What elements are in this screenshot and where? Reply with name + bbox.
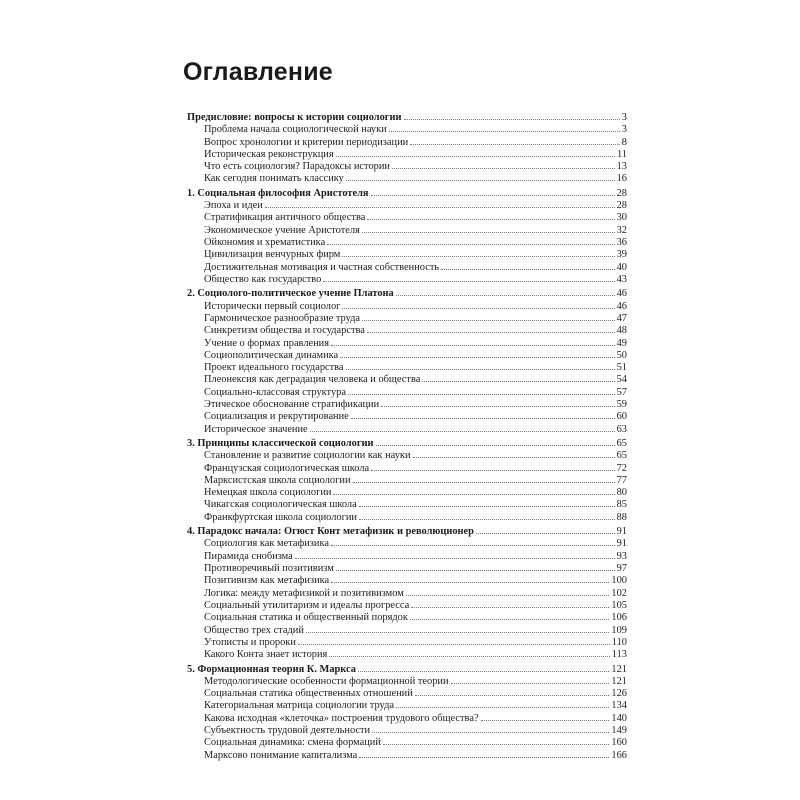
dot-leader: [371, 461, 615, 471]
dot-leader: [295, 549, 615, 559]
page-title: Оглавление: [183, 58, 333, 86]
dot-leader: [413, 448, 615, 458]
chapter-title: 1. Социальная философия Аристотеля: [187, 187, 369, 199]
chapter-title: 5. Формационная теория К. Маркса: [187, 663, 356, 675]
section-title: Цивилизация венчурных фирм: [204, 249, 341, 261]
section-title: Социализация и рекрутирование: [204, 411, 349, 423]
page-number: 65: [616, 438, 627, 449]
page-number: 140: [611, 712, 627, 724]
toc-section-entry: [187, 698, 627, 710]
page-number: 160: [611, 737, 627, 749]
section-title: Становление и развитие социологии как науки: [204, 450, 411, 462]
section-title: Гармоническое разнообразие труда: [204, 312, 361, 324]
dot-leader: [359, 748, 609, 758]
page-number: 97: [616, 563, 627, 575]
dot-leader: [396, 286, 615, 296]
toc-section-entry: [187, 536, 627, 548]
page-number: 91: [616, 538, 627, 550]
page-number: 32: [616, 224, 627, 236]
chapter-title: 3. Принципы классической социологии: [187, 438, 374, 449]
chapter-title: 2. Социолого-политическое учение Платона: [187, 288, 394, 300]
section-title: Чикагская социологическая школа: [204, 499, 357, 511]
toc-section-entry: [187, 397, 627, 409]
page-number: 48: [616, 325, 627, 337]
page-number: 28: [616, 200, 627, 212]
section-title: Стратификация античного общества: [204, 212, 366, 224]
section-title: Социальная динамика: смена формаций: [204, 737, 381, 749]
toc-chapter-entry: [187, 286, 627, 298]
toc-section-entry: [187, 135, 627, 147]
page-number: 113: [611, 649, 627, 661]
toc-section-entry: [187, 235, 627, 247]
page-number: 40: [616, 261, 627, 273]
toc-section-entry: [187, 348, 627, 360]
page-number: 54: [616, 374, 627, 386]
section-title: Проблема начала социологической науки: [204, 124, 387, 136]
dot-leader: [346, 171, 615, 181]
toc-section-entry: [187, 422, 627, 434]
page-number: 102: [611, 587, 627, 599]
page-number: 28: [616, 187, 627, 199]
toc-section-entry: [187, 461, 627, 473]
page-number: 166: [611, 749, 627, 761]
section-title: Методологические особенности формационной теории: [204, 675, 449, 687]
toc-section-entry: [187, 247, 627, 259]
toc-section-entry: [187, 385, 627, 397]
page-number: 57: [616, 386, 627, 398]
dot-leader: [336, 147, 615, 157]
section-title: Французская социологическая школа: [204, 462, 370, 474]
toc-section-entry: [187, 598, 627, 610]
page-number: 13: [616, 161, 627, 173]
page-number: 43: [616, 273, 627, 285]
section-title: Проект идеального государства: [204, 362, 344, 374]
section-title: Достижительная мотивация и частная собственность: [204, 261, 440, 273]
toc-section-entry: [187, 260, 627, 272]
toc-section-entry: [187, 448, 627, 460]
section-title: Как сегодня понимать классику: [204, 173, 344, 185]
toc-section-entry: [187, 372, 627, 384]
section-title: Вопрос хронологии и критерии периодизации: [204, 136, 409, 148]
toc-section-entry: [187, 686, 627, 698]
dot-leader: [323, 272, 614, 282]
dot-leader: [298, 635, 610, 645]
toc-section-entry: [187, 159, 627, 171]
section-title: Исторически первый социолог: [204, 300, 341, 312]
section-title: Историческая реконструкция: [204, 148, 334, 160]
dot-leader: [422, 372, 614, 382]
section-title: Социальная статика общественных отношений: [204, 688, 413, 700]
section-title: Социальный утилитаризм и идеалы прогресса: [204, 599, 410, 611]
dot-leader: [481, 711, 610, 721]
section-title: Экономическое учение Аристотеля: [204, 224, 360, 236]
dot-leader: [265, 198, 615, 208]
toc-chapter-entry: [187, 110, 627, 122]
toc-section-entry: [187, 299, 627, 311]
dot-leader: [348, 385, 615, 395]
chapter-title: 4. Парадокс начала: Огюст Конт метафизик и революционер: [187, 526, 474, 538]
section-title: Франкфуртская школа социологии: [204, 511, 357, 523]
toc-section-entry: [187, 748, 627, 760]
page-number: 121: [611, 663, 627, 675]
table-of-contents: [187, 110, 627, 760]
section-title: Общество как государство: [204, 273, 322, 285]
toc-chapter-entry: [187, 662, 627, 674]
section-title: Социальная статика и общественный порядок: [204, 612, 408, 624]
section-title: Социология как метафизика: [204, 538, 329, 550]
section-title: Синкретизм общества и государства: [204, 325, 365, 337]
toc-section-entry: [187, 674, 627, 686]
toc-section-entry: [187, 360, 627, 372]
dot-leader: [410, 135, 620, 145]
dot-leader: [392, 159, 615, 169]
toc-section-entry: [187, 510, 627, 522]
page-number: 72: [616, 462, 627, 474]
dot-leader: [415, 686, 610, 696]
section-title: Ойкономия и хрематистика: [204, 237, 326, 249]
toc-section-entry: [187, 711, 627, 723]
page-number: 110: [611, 636, 627, 648]
toc-section-entry: [187, 735, 627, 747]
section-title: Марксово понимание капитализма: [204, 749, 358, 761]
dot-leader: [351, 409, 615, 419]
toc-section-entry: [187, 473, 627, 485]
section-title: Этическое обоснование стратификации: [204, 399, 380, 411]
page-number: 100: [611, 575, 627, 587]
toc-section-entry: [187, 561, 627, 573]
toc-section-entry: [187, 122, 627, 134]
toc-section-entry: [187, 311, 627, 323]
dot-leader: [371, 186, 615, 196]
toc-section-entry: [187, 610, 627, 622]
dot-leader: [359, 497, 615, 507]
dot-leader: [331, 536, 615, 546]
page-number: 105: [611, 599, 627, 611]
dot-leader: [331, 336, 615, 346]
dot-leader: [367, 210, 614, 220]
dot-leader: [389, 122, 620, 132]
dot-leader: [376, 436, 615, 446]
dot-leader: [476, 524, 615, 534]
section-title: Категориальная матрица социологии труда: [204, 700, 394, 712]
section-title: Социально-классовая структура: [204, 386, 346, 398]
section-title: Логика: между метафизикой и позитивизмом: [204, 587, 404, 599]
page-number: 36: [616, 237, 627, 249]
toc-section-entry: [187, 210, 627, 222]
dot-leader: [362, 223, 615, 233]
dot-leader: [441, 260, 615, 270]
page-number: 134: [611, 700, 627, 712]
page-number: 49: [616, 337, 627, 349]
dot-leader: [451, 674, 610, 684]
toc-section-entry: [187, 497, 627, 509]
toc-chapter-entry: [187, 186, 627, 198]
toc-section-entry: [187, 323, 627, 335]
page-number: 121: [611, 675, 627, 687]
dot-leader: [410, 610, 610, 620]
page-number: 3: [621, 112, 627, 123]
dot-leader: [329, 647, 610, 657]
dot-leader: [342, 247, 614, 257]
page-number: 39: [616, 249, 627, 261]
toc-section-entry: [187, 223, 627, 235]
toc-section-entry: [187, 409, 627, 421]
section-title: Эпоха и идеи: [204, 200, 263, 212]
page-number: 47: [616, 312, 627, 324]
section-title: Социополитическая динамика: [204, 349, 339, 361]
dot-leader: [358, 662, 609, 672]
toc-section-entry: [187, 485, 627, 497]
toc-section-entry: [187, 336, 627, 348]
toc-chapter-entry: [187, 524, 627, 536]
page-number: 109: [611, 624, 627, 636]
page-number: 80: [616, 487, 627, 499]
toc-section-entry: [187, 147, 627, 159]
dot-leader: [359, 510, 615, 520]
dot-leader: [331, 573, 609, 583]
page-number: 85: [616, 499, 627, 511]
dot-leader: [333, 485, 614, 495]
page-number: 149: [611, 725, 627, 737]
dot-leader: [367, 323, 615, 333]
toc-section-entry: [187, 635, 627, 647]
dot-leader: [340, 348, 614, 358]
toc-section-entry: [187, 647, 627, 659]
page-number: 46: [616, 300, 627, 312]
dot-leader: [306, 623, 610, 633]
page-number: 126: [611, 688, 627, 700]
dot-leader: [381, 397, 614, 407]
page-number: 106: [611, 612, 627, 624]
page-number: 91: [616, 526, 627, 538]
dot-leader: [411, 598, 609, 608]
toc-section-entry: [187, 549, 627, 561]
dot-leader: [372, 723, 609, 733]
section-title: Противоречивый позитивизм: [204, 563, 334, 575]
page-number: 59: [616, 399, 627, 411]
dot-leader: [342, 299, 614, 309]
chapter-title: Предисловие: вопросы к истории социологии: [187, 112, 402, 123]
dot-leader: [336, 561, 615, 571]
section-title: Какого Конта знает история: [204, 649, 328, 661]
section-title: Субъектность трудовой деятельности: [204, 725, 371, 737]
dot-leader: [353, 473, 615, 483]
dot-leader: [396, 698, 609, 708]
page-number: 60: [616, 411, 627, 423]
page-number: 46: [616, 288, 627, 300]
page-number: 51: [616, 362, 627, 374]
dot-leader: [406, 586, 610, 596]
section-title: Историческое значение: [204, 423, 308, 435]
section-title: Позитивизм как метафизика: [204, 575, 330, 587]
dot-leader: [327, 235, 614, 245]
section-title: Плеонексия как деградация человека и общества: [204, 374, 421, 386]
section-title: Общество трех стадий: [204, 624, 304, 636]
page-number: 16: [616, 173, 627, 185]
section-title: Немецкая школа социологии: [204, 487, 332, 499]
section-title: Утописты и пророки: [204, 636, 296, 648]
toc-section-entry: [187, 586, 627, 598]
toc-section-entry: [187, 272, 627, 284]
section-title: Учение о формах правления: [204, 337, 330, 349]
dot-leader: [404, 110, 620, 120]
toc-section-entry: [187, 573, 627, 585]
toc-section-entry: [187, 198, 627, 210]
section-title: Пирамида снобизма: [204, 550, 293, 562]
page-number: 3: [621, 124, 627, 136]
page-number: 93: [616, 550, 627, 562]
dot-leader: [362, 311, 615, 321]
dot-leader: [383, 735, 610, 745]
page-number: 77: [616, 474, 627, 486]
page-number: 88: [616, 511, 627, 523]
toc-section-entry: [187, 171, 627, 183]
section-title: Марксистская школа социологии: [204, 474, 351, 486]
page-number: 30: [616, 212, 627, 224]
page-number: 8: [621, 136, 627, 148]
section-title: Какова исходная «клеточка» построения трудового общества?: [204, 712, 479, 724]
page-number: 63: [616, 423, 627, 435]
toc-chapter-entry: [187, 436, 627, 448]
page-number: 11: [616, 148, 627, 160]
page-number: 65: [616, 450, 627, 462]
toc-section-entry: [187, 623, 627, 635]
page-number: 50: [616, 349, 627, 361]
dot-leader: [310, 422, 615, 432]
toc-section-entry: [187, 723, 627, 735]
section-title: Что есть социология? Парадоксы истории: [204, 161, 390, 173]
dot-leader: [346, 360, 615, 370]
